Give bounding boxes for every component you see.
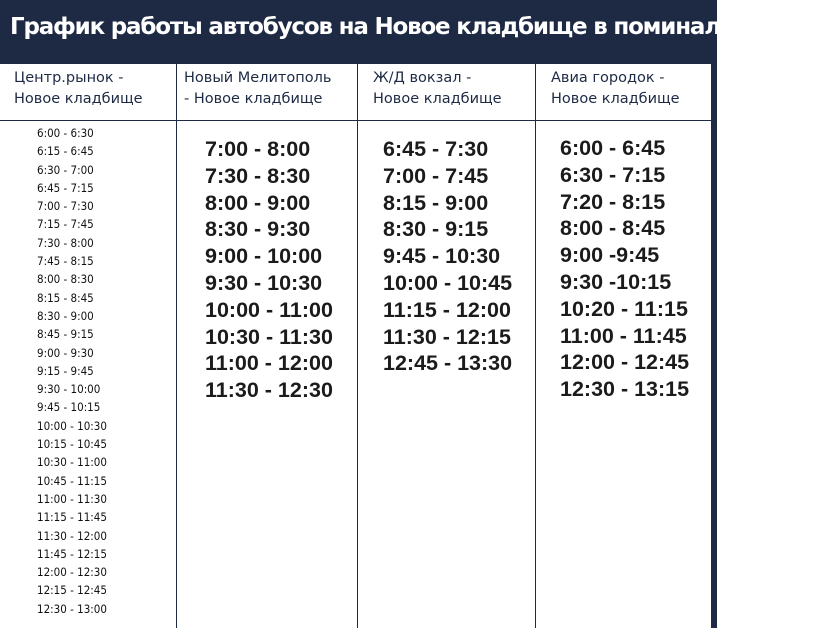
time-slot: 11:00 - 11:45 [560, 323, 687, 348]
times-list [383, 136, 512, 377]
time-slot: 9:45 - 10:30 [383, 244, 501, 269]
title-bar [0, 0, 836, 64]
time-slot: 7:00 - 7:45 [383, 163, 489, 188]
page-title: График работы автобусов на Новое кладбище в поминальные дни [10, 14, 836, 40]
time-slot: 11:30 - 12:00 [37, 528, 107, 543]
time-slot: 9:00 - 9:30 [37, 345, 94, 360]
column-header-avia-gorodok [551, 64, 709, 120]
route-from: Новый Мелитополь [184, 70, 332, 86]
route-to: Новое кладбище [373, 91, 502, 107]
time-slot: 8:15 - 8:45 [37, 290, 94, 305]
column-header-new-melitopol [184, 64, 354, 120]
column-times-avia-gorodok [560, 135, 689, 403]
time-slot: 11:15 - 12:00 [383, 297, 511, 322]
time-slot: 12:00 - 12:45 [560, 350, 690, 375]
time-slot: 9:30 - 10:30 [205, 270, 323, 295]
time-slot: 9:30 - 10:00 [37, 382, 101, 397]
time-slot: 8:30 - 9:30 [205, 217, 311, 242]
times-list [37, 124, 107, 618]
time-slot: 9:45 - 10:15 [37, 400, 101, 415]
time-slot: 8:00 - 8:30 [37, 272, 94, 287]
time-slot: 8:00 - 8:45 [560, 216, 666, 241]
time-slot: 7:30 - 8:30 [205, 163, 311, 188]
time-slot: 11:15 - 11:45 [37, 510, 107, 525]
time-slot: 7:45 - 8:15 [37, 254, 94, 269]
time-slot: 6:00 - 6:30 [37, 126, 94, 140]
time-slot: 9:15 - 9:45 [37, 363, 94, 378]
time-slot: 10:00 - 10:45 [383, 270, 513, 295]
time-slot: 11:30 - 12:15 [383, 324, 511, 349]
time-slot: 8:00 - 9:00 [205, 190, 311, 215]
time-slot: 6:30 - 7:15 [560, 162, 666, 187]
time-slot: 12:45 - 13:30 [383, 351, 513, 376]
column-divider [357, 64, 358, 628]
time-slot: 7:20 - 8:15 [560, 189, 666, 214]
column-times-railway-station [383, 136, 512, 377]
time-slot: 12:30 - 13:00 [37, 601, 107, 616]
time-slot: 6:45 - 7:30 [383, 137, 489, 161]
times-list [205, 136, 333, 404]
time-slot: 8:15 - 9:00 [383, 190, 489, 215]
schedule-table [0, 64, 711, 628]
time-slot: 10:45 - 11:15 [37, 473, 107, 488]
time-slot: 10:30 - 11:00 [37, 455, 107, 470]
route-from: Центр.рынок - [14, 70, 124, 86]
time-slot: 11:45 - 12:15 [37, 546, 107, 561]
time-slot: 9:00 -9:45 [560, 243, 660, 268]
route-to: - Новое кладбище [184, 91, 323, 107]
time-slot: 7:00 - 8:00 [205, 137, 311, 161]
time-slot: 11:30 - 12:30 [205, 378, 333, 403]
time-slot: 12:15 - 12:45 [37, 583, 107, 598]
time-slot: 10:15 - 10:45 [37, 437, 107, 452]
column-header-railway-station [373, 64, 533, 120]
column-times-central-market [37, 124, 107, 618]
time-slot: 8:30 - 9:00 [37, 308, 94, 323]
time-slot: 6:30 - 7:00 [37, 162, 94, 177]
time-slot: 8:30 - 9:15 [383, 217, 489, 242]
time-slot: 12:00 - 12:30 [37, 565, 107, 580]
time-slot: 11:00 - 12:00 [205, 351, 333, 376]
time-slot: 10:00 - 11:00 [205, 297, 333, 322]
time-slot: 10:30 - 11:30 [205, 324, 333, 349]
time-slot: 9:30 -10:15 [560, 269, 672, 294]
column-header-central-market [14, 64, 174, 120]
route-to: Новое кладбище [551, 91, 680, 107]
time-slot: 7:15 - 7:45 [37, 217, 94, 232]
time-slot: 6:15 - 6:45 [37, 144, 94, 159]
time-slot: 6:00 - 6:45 [560, 136, 666, 160]
column-divider [535, 64, 536, 628]
time-slot: 11:00 - 11:30 [37, 491, 107, 506]
time-slot: 7:30 - 8:00 [37, 235, 94, 250]
time-slot: 9:00 - 10:00 [205, 244, 323, 269]
time-slot: 8:45 - 9:15 [37, 327, 94, 342]
column-times-new-melitopol [205, 136, 333, 404]
time-slot: 12:30 - 13:15 [560, 377, 690, 402]
time-slot: 10:20 - 11:15 [560, 296, 688, 321]
time-slot: 7:00 - 7:30 [37, 199, 94, 214]
route-from: Авиа городок - [551, 70, 665, 86]
column-divider [176, 64, 177, 628]
route-from: Ж/Д вокзал - [373, 70, 472, 86]
time-slot: 6:45 - 7:15 [37, 180, 94, 195]
route-to: Новое кладбище [14, 91, 143, 107]
times-list [560, 135, 689, 403]
time-slot: 10:00 - 10:30 [37, 418, 107, 433]
